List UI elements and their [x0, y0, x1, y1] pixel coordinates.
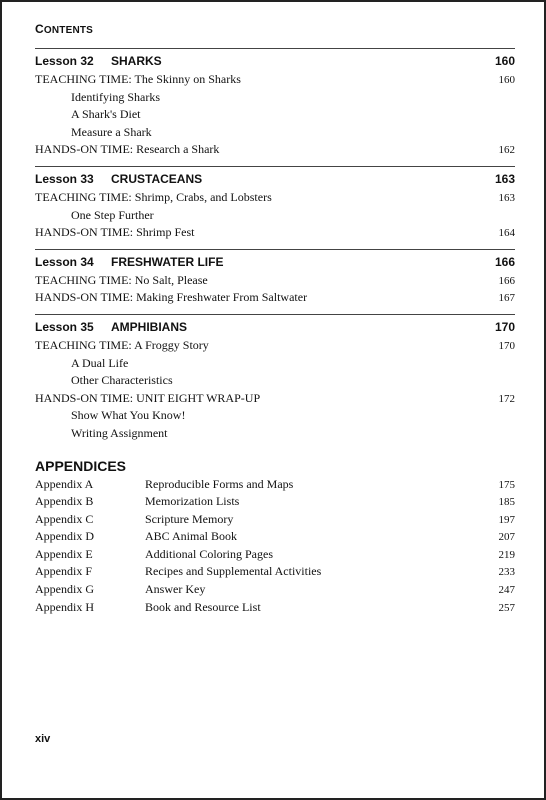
entry-text: TEACHING TIME: No Salt, Please	[35, 272, 208, 287]
appendices-section	[35, 458, 515, 618]
appendix-label: Appendix C	[35, 511, 94, 526]
entry-text: Show What You Know!	[71, 408, 186, 423]
entry-text: HANDS-ON TIME: Shrimp Fest	[35, 225, 195, 240]
lesson-title: SHARKS	[111, 54, 162, 68]
toc-subentry[interactable]	[35, 373, 515, 391]
toc-entry[interactable]	[35, 142, 515, 160]
toc-subentry[interactable]	[35, 90, 515, 108]
entry-text: Writing Assignment	[71, 425, 168, 440]
appendix-title: ABC Animal Book	[145, 529, 238, 544]
lesson-page: 170	[494, 319, 515, 334]
toc-subentry[interactable]	[35, 408, 515, 426]
appendix-title: Additional Coloring Pages	[145, 546, 273, 561]
toc-entry[interactable]	[35, 290, 515, 308]
lesson-heading[interactable]	[35, 172, 515, 190]
lesson-title: FRESHWATER LIFE	[111, 254, 224, 269]
appendix-title: Answer Key	[145, 582, 206, 597]
lesson-block	[35, 249, 515, 308]
appendix-page: 233	[498, 566, 515, 579]
entry-text: HANDS-ON TIME: Making Freshwater From Saltwater	[35, 290, 308, 305]
appendix-title: Memorization Lists	[145, 494, 240, 509]
entry-text: A Shark's Diet	[71, 107, 141, 122]
entry-text: HANDS-ON TIME: Research a Shark	[35, 142, 220, 157]
appendix-entry[interactable]	[35, 512, 515, 530]
toc-entry[interactable]	[35, 273, 515, 291]
entry-text: Other Characteristics	[71, 373, 173, 388]
header-initial: C	[35, 22, 44, 36]
entry-page: 172	[498, 392, 515, 405]
appendix-entry[interactable]	[35, 494, 515, 512]
appendix-title: Reproducible Forms and Maps	[145, 476, 294, 491]
entry-text: Identifying Sharks	[71, 89, 160, 104]
page-header	[35, 22, 93, 36]
appendix-entry[interactable]	[35, 529, 515, 547]
appendix-title: Book and Resource List	[145, 599, 261, 614]
appendix-label: Appendix G	[35, 582, 94, 597]
appendix-entry[interactable]	[35, 547, 515, 565]
header-rest: ONTENTS	[43, 25, 94, 36]
entry-page: 160	[498, 74, 515, 86]
lesson-block	[35, 314, 515, 444]
entry-text: One Step Further	[71, 207, 154, 222]
lesson-heading[interactable]	[35, 255, 515, 273]
appendix-entry[interactable]	[35, 564, 515, 582]
lesson-block	[35, 166, 515, 243]
appendix-page: 207	[498, 531, 515, 544]
entry-text: TEACHING TIME: A Froggy Story	[35, 337, 209, 352]
lesson-title: CRUSTACEANS	[111, 171, 203, 186]
lesson-title: AMPHIBIANS	[111, 319, 188, 334]
appendix-label: Appendix B	[35, 494, 94, 509]
appendix-entry[interactable]	[35, 477, 515, 495]
entry-page: 164	[498, 227, 515, 240]
appendix-page: 247	[498, 584, 515, 597]
appendix-label: Appendix H	[35, 599, 94, 614]
entry-page: 166	[498, 274, 515, 287]
lesson-heading[interactable]	[35, 54, 515, 72]
appendix-label: Appendix F	[35, 564, 92, 579]
entry-text: A Dual Life	[71, 355, 129, 370]
toc-subentry[interactable]	[35, 125, 515, 143]
appendix-entry[interactable]	[35, 582, 515, 600]
lessons-list	[35, 48, 515, 444]
entry-page: 170	[498, 339, 515, 352]
appendix-label: Appendix E	[35, 546, 93, 561]
lesson-number: Lesson 34	[35, 254, 94, 269]
toc-content	[35, 42, 515, 617]
toc-subentry[interactable]	[35, 107, 515, 125]
entry-page: 167	[498, 292, 515, 305]
entry-text: TEACHING TIME: The Skinny on Sharks	[35, 72, 241, 86]
toc-entry[interactable]	[35, 225, 515, 243]
lesson-page: 163	[494, 171, 515, 186]
toc-entry[interactable]	[35, 338, 515, 356]
appendix-entry[interactable]	[35, 600, 515, 618]
appendix-page: 175	[498, 478, 515, 491]
page-number: xiv	[35, 733, 51, 745]
appendix-title: Recipes and Supplemental Activities	[145, 564, 322, 579]
lesson-page: 166	[494, 254, 515, 269]
appendix-label: Appendix A	[35, 476, 94, 491]
lesson-number: Lesson 35	[35, 319, 94, 334]
entry-page: 162	[498, 144, 515, 157]
appendix-list	[35, 477, 515, 618]
toc-entry[interactable]	[35, 72, 515, 90]
lesson-block	[35, 48, 515, 160]
toc-subentry[interactable]	[35, 208, 515, 226]
appendix-page: 197	[498, 513, 515, 526]
lesson-page: 160	[494, 54, 515, 68]
toc-entry[interactable]	[35, 190, 515, 208]
lesson-heading[interactable]	[35, 320, 515, 338]
appendix-title: Scripture Memory	[145, 511, 234, 526]
toc-subentry[interactable]	[35, 426, 515, 444]
entry-text: HANDS-ON TIME: UNIT EIGHT WRAP-UP	[35, 390, 261, 405]
appendix-label: Appendix D	[35, 529, 94, 544]
toc-entry[interactable]	[35, 391, 515, 409]
entry-page: 163	[498, 191, 515, 204]
appendix-page: 185	[498, 496, 515, 509]
entry-text: TEACHING TIME: Shrimp, Crabs, and Lobsters	[35, 189, 272, 204]
lesson-number: Lesson 33	[35, 171, 94, 186]
lesson-number: Lesson 32	[35, 54, 94, 68]
entry-text: Measure a Shark	[71, 124, 152, 139]
appendix-page: 219	[498, 548, 515, 561]
toc-subentry[interactable]	[35, 356, 515, 374]
appendix-page: 257	[498, 601, 515, 614]
appendices-heading: APPENDICES	[35, 457, 127, 474]
